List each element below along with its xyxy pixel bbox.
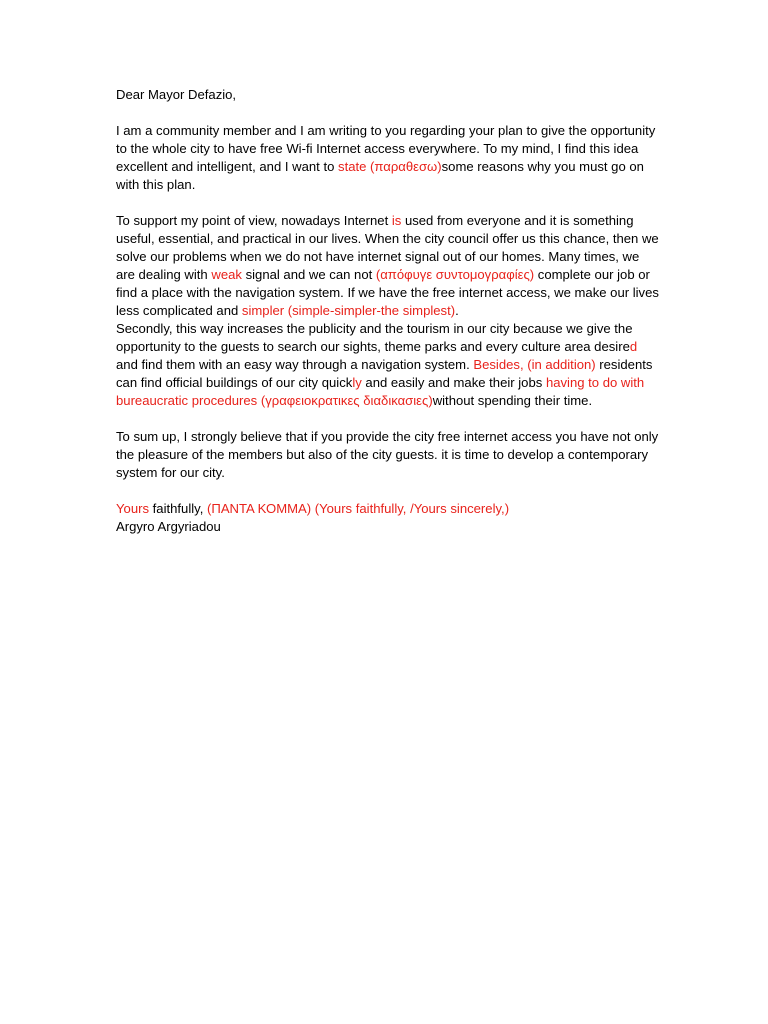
correction-mark: state (παραθεσω) <box>338 159 442 174</box>
correction-mark: Besides, (in addition) <box>473 357 596 372</box>
text-run: . <box>455 303 459 318</box>
text-run: To sum up, I strongly believe that if you provide the city free internet access you have not only the pleasure of the members but also of the city guests. it is time to develop a contemporary system for our city. <box>116 429 659 480</box>
text-run: and easily and make their jobs <box>361 375 546 390</box>
signature: Argyro Argyriadou <box>116 519 221 534</box>
paragraph-intro <box>116 122 661 194</box>
paragraph-secondly <box>116 320 661 410</box>
text-run: faithfully, <box>149 501 207 516</box>
correction-mark: d <box>629 339 638 354</box>
correction-mark: simpler (simple-simpler-the simplest) <box>241 303 456 318</box>
correction-mark: (ΠΑΝΤΑ ΚΟΜΜΑ) (Yours faithfully, /Yours sincerely,) <box>207 501 510 516</box>
text-run: I am a community member and I am writing to you regarding your plan to give the opportunity to the whole city to have free Wi-fi Internet access everywhere. To my mind, I find this idea excellent and intelligent, and I want to <box>116 123 656 174</box>
text-run: signal and we can not <box>241 267 376 282</box>
text-run: To support my point of view, nowadays Internet <box>116 213 392 228</box>
correction-mark: is <box>391 213 402 228</box>
text-run: residents can find official buildings of our city quick <box>116 357 653 390</box>
correction-mark: (απόφυγε συντομογραφίες) <box>375 267 535 282</box>
text-run: and find them with an easy way through a navigation system. <box>116 357 474 372</box>
paragraph-conclusion <box>116 428 661 482</box>
correction-mark: having to do with bureaucratic procedures (γραφειοκρατικες διαδικασιες) <box>116 375 645 408</box>
correction-mark: Yours <box>116 501 150 516</box>
salutation: Dear Mayor Defazio, <box>116 87 237 102</box>
text-run: used from everyone and it is something useful, essential, and practical in our lives. When the city council offer us this chance, then we solve our problems when we do not have internet signal out of our homes. Many times, we are dealing with <box>116 213 659 282</box>
correction-mark: ly <box>352 375 362 390</box>
paragraph-support <box>116 212 661 320</box>
text-run: without spending their time. <box>432 393 593 408</box>
correction-mark: weak <box>211 267 242 282</box>
letter-page <box>116 86 661 536</box>
text-run: complete our job or find a place with the navigation system. If we have the free internet access, we make our lives less complicated and <box>116 267 659 318</box>
closing-line <box>116 500 661 518</box>
text-run: Secondly, this way increases the publicity and the tourism in our city because we give the opportunity to the guests to search our sights, theme parks and every culture area desire <box>116 321 633 354</box>
text-run: some reasons why you must go on with this plan. <box>116 159 644 192</box>
